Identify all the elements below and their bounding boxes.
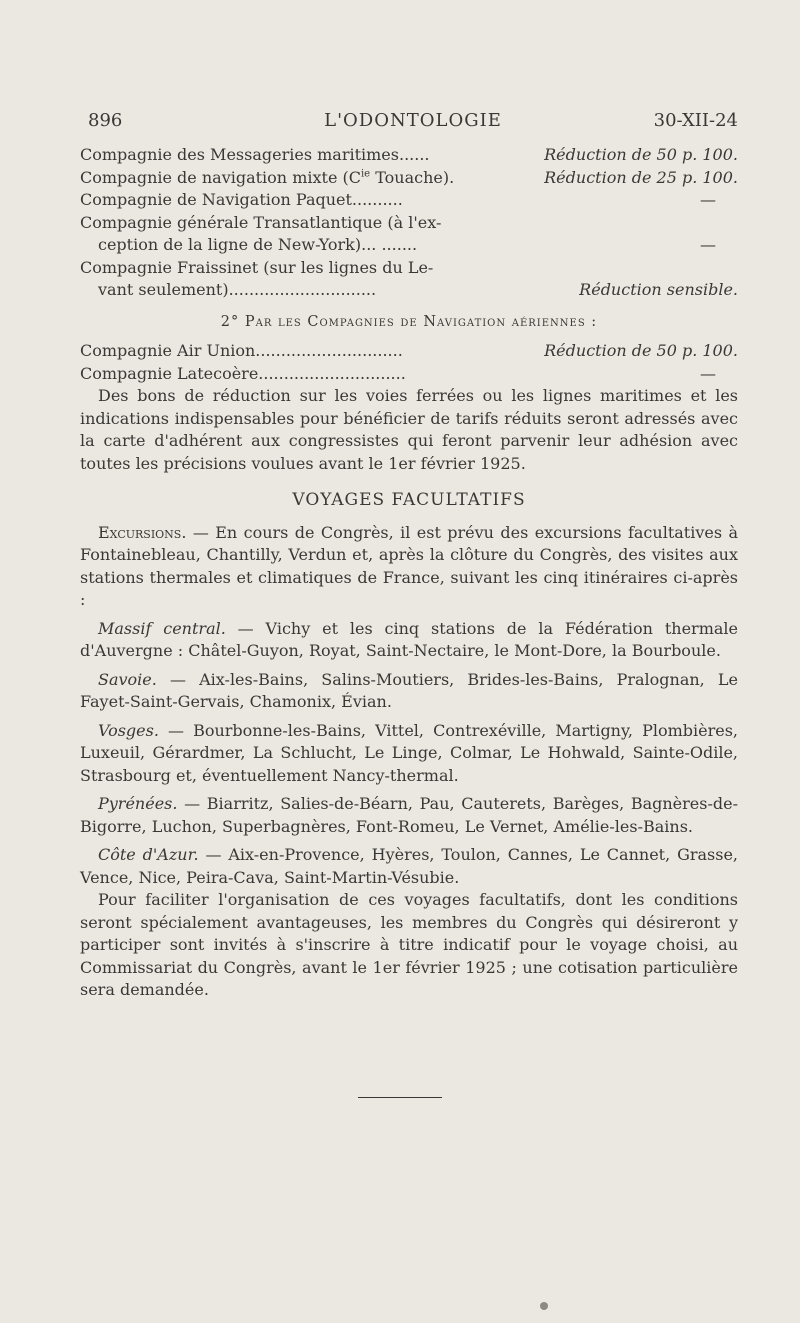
itinerary-text: — Aix-les-Bains, Salins-Moutiers, Brides-les-Bains, Pralognan, Le Fayet-Saint-Gervais, Chamonix, Évian. (80, 669, 738, 711)
company-name-continuation: ception de la ligne de New-York) (98, 235, 362, 254)
maritime-companies-list (80, 144, 738, 302)
journal-title: L'ODONTOLOGIE (324, 110, 502, 131)
itinerary-paragraph (80, 793, 738, 838)
leader-dots: ...... (398, 145, 430, 164)
company-name: Compagnie Air Union (80, 341, 256, 360)
reduction-value: Réduction sensible. (579, 280, 738, 299)
excursions-text: — En cours de Congrès, il est prévu des excursions facultatives à Fontainebleau, Chantilly, Verdun et, après la clôture du Congrès, des visites aux stations thermales et climatiques de France, suivant les cinq itinéraires ci-après : (80, 522, 738, 609)
page-number: 896 (88, 110, 123, 131)
reduction-value: Réduction de 50 p. 100. (544, 341, 738, 360)
itinerary-text: — Bourbonne-les-Bains, Vittel, Contrexéville, Martigny, Plombières, Luxeuil, Gérardmer, La Schlucht, Le Linge, Colmar, Le Hohwald, Sainte-Odile, Strasbourg et, éventuellement Nancy-thermal. (80, 720, 738, 785)
itinerary-region: Massif central. (98, 618, 226, 638)
itinerary-text: — Biarritz, Salies-de-Béarn, Pau, Cauterets, Barèges, Bagnères-de-Bigorre, Luchon, Superbagnères, Font-Romeu, Le Vernet, Amélie-les-Bains. (80, 794, 738, 836)
reduction-value: — (700, 363, 716, 383)
company-name: Compagnie des Messageries maritimes (80, 145, 399, 164)
list-item (80, 144, 738, 167)
list-item (80, 189, 738, 212)
list-item-continuation (80, 234, 738, 257)
ink-spot (540, 1302, 548, 1310)
company-name: Compagnie de navigation mixte (C (80, 167, 361, 187)
reduction-vouchers-paragraph: Des bons de réduction sur les voies ferrées ou les lignes maritimes et les indications indispensables pour bénéficier de tarifs réduits seront adressés avec la carte d'adhérent aux congressistes qui feront parvenir leur adhésion avec toutes les précisions voulues avant le 1er février 1925. (80, 386, 738, 473)
itinerary-text: — Aix-en-Provence, Hyères, Toulon, Cannes, Le Cannet, Grasse, Vence, Nice, Peira-Cava, Saint-Martin-Vésubie. (80, 845, 739, 887)
section-title-voyages: VOYAGES FACULTATIFS (292, 490, 526, 510)
excursions-paragraph (80, 522, 738, 612)
closing-paragraph: Pour faciliter l'organisation de ces voyages facultatifs, dont les conditions seront spécialement avantageuses, les membres du Congrès qui désireront y participer sont invités à s'inscrire à titre indicatif pour le voyage choisi, au Commissariat du Congrès, avant le 1er février 1925 ; une cotisation particulière sera demandée. (80, 890, 738, 999)
list-item (80, 212, 738, 235)
list-item (80, 363, 738, 386)
itinerary-paragraph (80, 844, 738, 889)
itinerary-text: — Vichy et les cinq stations de la Fédération thermale d'Auvergne : Châtel-Guyon, Royat, Saint-Nectaire, le Mont-Dore, la Bourboule. (80, 618, 738, 660)
list-item (80, 167, 738, 190)
leader-dots: ............................. (228, 280, 377, 299)
end-rule (358, 1097, 442, 1098)
section-title-air: 2° Par les Compagnies de Navigation aériennes : (220, 313, 598, 330)
list-item (80, 257, 738, 280)
reduction-value: — (700, 235, 716, 254)
itinerary-region: Pyrénées. (98, 794, 178, 813)
itinerary-paragraph (80, 618, 738, 663)
company-name: Compagnie Fraissinet (sur les lignes du Le- (80, 257, 434, 277)
company-name-end: Touache). (370, 167, 455, 187)
reduction-value: — (700, 190, 716, 209)
list-item (80, 340, 738, 363)
itinerary-region: Côte d'Azur. (98, 845, 199, 864)
issue-date: 30-XII-24 (653, 110, 738, 131)
list-item-continuation (80, 279, 738, 302)
itinerary-paragraph (80, 669, 738, 714)
running-header (88, 110, 738, 136)
company-name-continuation: vant seulement) (98, 280, 229, 299)
itinerary-region: Vosges. (98, 720, 159, 740)
reduction-value: Réduction de 25 p. 100. (544, 167, 738, 187)
reduction-value: Réduction de 50 p. 100. (544, 145, 738, 164)
company-name: Compagnie générale Transatlantique (à l'ex- (80, 212, 442, 232)
itinerary-paragraph (80, 720, 738, 788)
superscript: ie (360, 168, 371, 180)
excursions-lead: Excursions. (98, 522, 187, 542)
leader-dots: .......... (351, 190, 403, 209)
company-name: Compagnie de Navigation Paquet (80, 190, 352, 209)
page-body (80, 144, 738, 1002)
leader-dots: ............................. (258, 363, 406, 383)
leader-dots: ............................. (255, 341, 403, 360)
leader-dots: ... ....... (361, 235, 418, 254)
air-companies-list (80, 340, 738, 385)
itinerary-region: Savoie. (98, 669, 157, 689)
company-name: Compagnie Latecoère (80, 363, 259, 383)
